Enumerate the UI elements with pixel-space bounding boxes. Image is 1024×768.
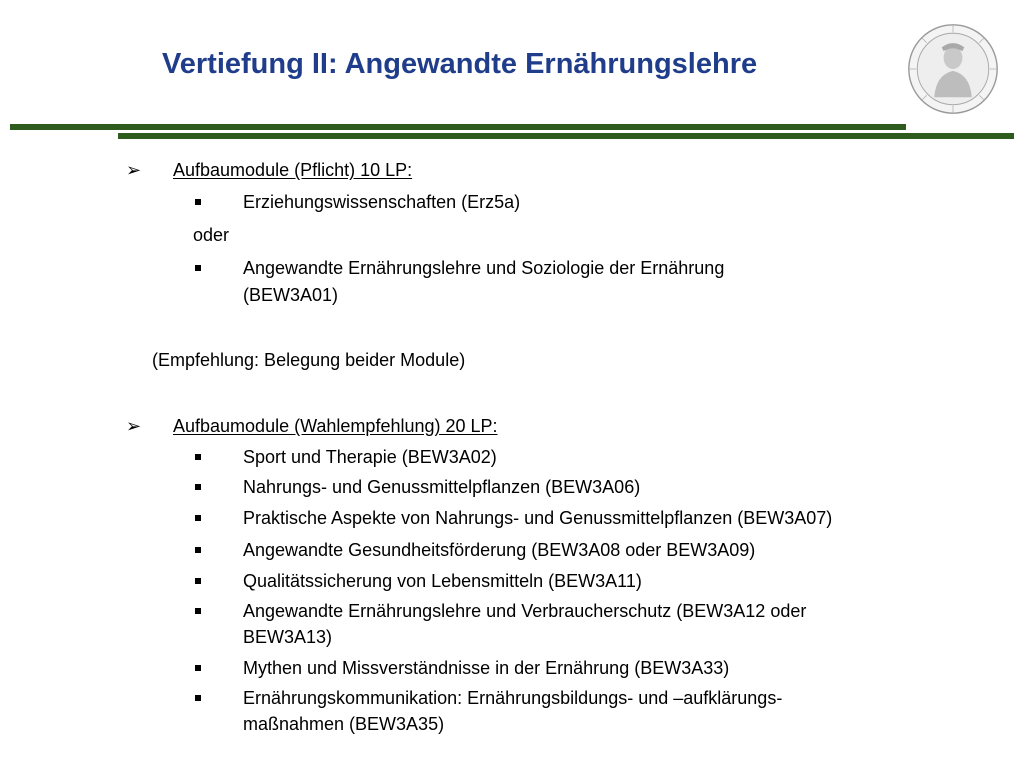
list-item: Angewandte Gesundheitsförderung (BEW3A08 oder BEW3A09)	[243, 540, 756, 560]
arrowhead-bullet-icon: ➢	[126, 160, 142, 180]
square-bullet-icon	[195, 199, 201, 205]
list-item: Praktische Aspekte von Nahrungs- und Genussmittelpflanzen (BEW3A07)	[243, 508, 833, 528]
pflicht-heading: Aufbaumodule (Pflicht) 10 LP:	[173, 160, 413, 180]
square-bullet-icon	[195, 578, 201, 584]
pflicht-item-1: Erziehungswissenschaften (Erz5a)	[243, 192, 521, 212]
square-bullet-icon	[195, 695, 201, 701]
pflicht-oder: oder	[193, 225, 230, 245]
arrowhead-bullet-icon: ➢	[126, 416, 142, 436]
square-bullet-icon	[195, 665, 201, 671]
list-item-continued: BEW3A13)	[243, 627, 333, 647]
square-bullet-icon	[195, 484, 201, 490]
square-bullet-icon	[195, 608, 201, 614]
pflicht-item-2: Angewandte Ernährungslehre und Soziologie der Ernährung	[243, 258, 725, 278]
divider-top	[10, 124, 906, 130]
list-item: Ernährungskommunikation: Ernährungsbildungs- und –aufklärungs-	[243, 688, 783, 708]
divider-bottom	[118, 133, 1014, 139]
list-item: Mythen und Missverständnisse in der Ernährung (BEW3A33)	[243, 658, 730, 678]
square-bullet-icon	[195, 547, 201, 553]
empfehlung-note: (Empfehlung: Belegung beider Module)	[152, 350, 466, 370]
list-item: Nahrungs- und Genussmittelpflanzen (BEW3A06)	[243, 477, 641, 497]
square-bullet-icon	[195, 454, 201, 460]
list-item: Qualitätssicherung von Lebensmitteln (BEW3A11)	[243, 571, 642, 591]
list-item-continued: maßnahmen (BEW3A35)	[243, 714, 445, 734]
list-item: Angewandte Ernährungslehre und Verbraucherschutz (BEW3A12 oder	[243, 601, 807, 621]
university-seal-icon	[906, 22, 1000, 116]
square-bullet-icon	[195, 515, 201, 521]
list-item: Sport und Therapie (BEW3A02)	[243, 447, 497, 467]
wahl-heading: Aufbaumodule (Wahlempfehlung) 20 LP:	[173, 416, 498, 436]
pflicht-item-2-continued: (BEW3A01)	[243, 285, 339, 305]
square-bullet-icon	[195, 265, 201, 271]
slide-title: Vertiefung II: Angewandte Ernährungslehre	[162, 48, 758, 80]
